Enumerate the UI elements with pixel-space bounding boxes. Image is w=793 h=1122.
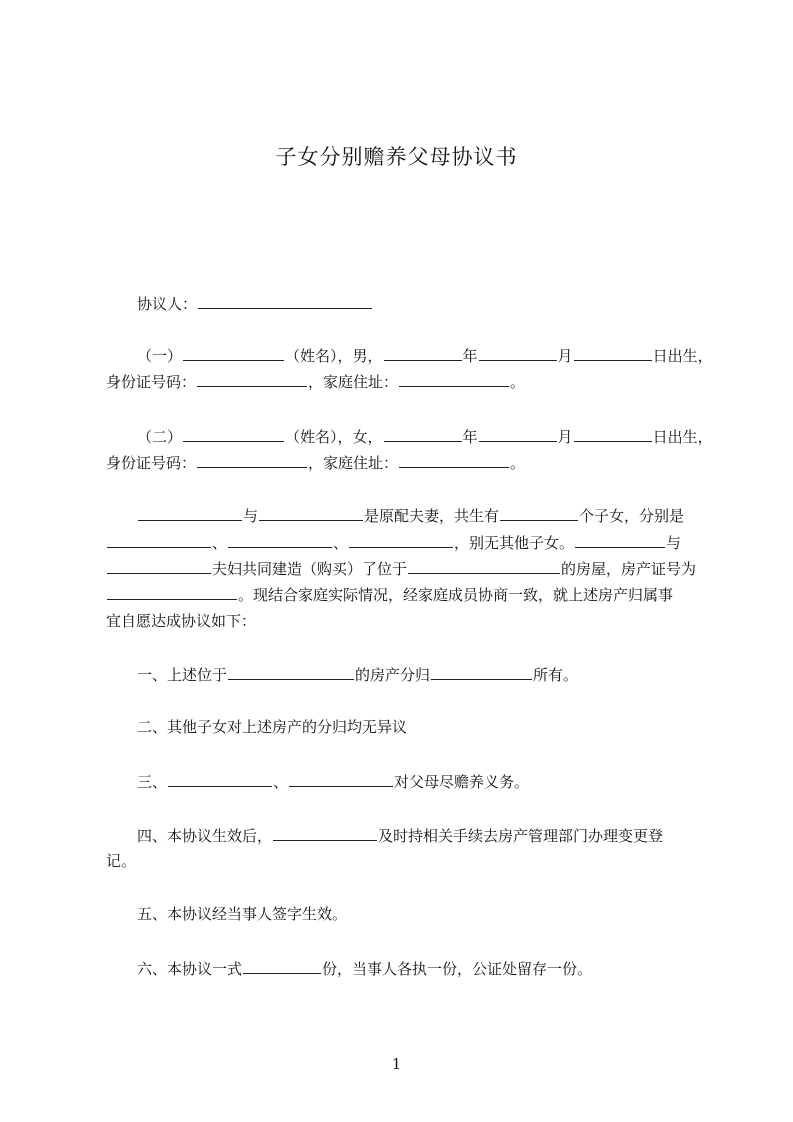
party2-birth-label: 日出生， (652, 428, 713, 446)
document-title: 子女分别赡养父母协议书 (275, 145, 518, 169)
clause-4-a: 四、本协议生效后， (137, 827, 273, 845)
party2-day-blank[interactable] (574, 426, 652, 442)
clause-3-a: 三、 (137, 773, 168, 791)
clause-2 (137, 717, 407, 737)
background-line1 (137, 505, 684, 526)
clause-6-copies-blank[interactable] (243, 958, 321, 974)
no-other-children-text: ，别无其他子女。 (454, 534, 575, 552)
party1-line2 (106, 371, 525, 392)
party2-name-blank[interactable] (183, 426, 284, 442)
clause-4-line2 (106, 851, 136, 871)
party2-id-blank[interactable] (197, 452, 307, 468)
background-line4 (106, 584, 673, 605)
party1-name-note: （姓名），男， (285, 347, 383, 365)
build-text: 夫妇共同建造（购买）了位于 (212, 560, 408, 578)
party1-year-label: 年 (462, 347, 478, 365)
husband-name-blank[interactable] (138, 505, 242, 521)
party2-name-note: （姓名），女， (285, 428, 383, 446)
reach-agreement-text: 宜自愿达成协议如下： (106, 612, 257, 630)
clause-4-b: 及时持相关手续去房产管理部门办理变更登 (378, 827, 664, 845)
party2-month-label: 月 (557, 428, 573, 446)
and-text-2: 与 (666, 534, 682, 552)
party2-line1 (137, 426, 713, 447)
house-text: 的房屋，房产证号为 (561, 560, 697, 578)
party1-month-blank[interactable] (479, 345, 557, 361)
party2-year-label: 年 (462, 428, 478, 446)
clause-6 (137, 958, 592, 979)
background-line2 (106, 532, 681, 553)
party1-month-label: 月 (557, 347, 573, 365)
clause-5-text: 五、本协议经当事人签字生效。 (137, 905, 348, 923)
party1-id-label: 身份证号码： (106, 373, 197, 391)
party1-birth-label: 日出生， (652, 347, 713, 365)
child-sep-2: 、 (333, 534, 349, 552)
party2-line2 (106, 452, 525, 473)
clause-3-sep: 、 (273, 773, 289, 791)
clause-6-b: 份，当事人各执一份，公证处留存一份。 (322, 960, 593, 978)
party2-address-blank[interactable] (399, 452, 509, 468)
clause-1-owner-blank[interactable] (431, 664, 532, 680)
party2-prefix: （二） (137, 428, 183, 446)
party1-name-blank[interactable] (183, 345, 284, 361)
owner2-name-blank[interactable] (107, 558, 211, 574)
party2-end: 。 (510, 454, 526, 472)
party1-year-blank[interactable] (384, 345, 462, 361)
clause-1-location-blank[interactable] (228, 664, 354, 680)
clause-1-a: 一、上述位于 (137, 666, 228, 684)
clause-3-child1-blank[interactable] (168, 771, 272, 787)
wife-name-blank[interactable] (259, 505, 363, 521)
background-line3 (106, 558, 696, 579)
clause-6-a: 六、本协议一式 (137, 960, 243, 978)
status-text: 。现结合家庭实际情况，经家庭成员协商一致，就上述房产归属事 (238, 586, 674, 604)
clause-1-b: 的房产分归 (355, 666, 431, 684)
clause-2-text: 二、其他子女对上述房产的分归均无异议 (137, 718, 408, 736)
party1-line1 (137, 345, 713, 366)
party2-address-label: ，家庭住址： (308, 454, 399, 472)
parties-blank[interactable] (198, 293, 372, 309)
page-number: 1 (391, 1055, 402, 1073)
party1-day-blank[interactable] (574, 345, 652, 361)
party2-id-label: 身份证号码： (106, 454, 197, 472)
party2-month-blank[interactable] (479, 426, 557, 442)
child-sep-1: 、 (212, 534, 228, 552)
owner1-name-blank[interactable] (575, 532, 665, 548)
parties-label: 协议人： (137, 295, 198, 313)
party1-id-blank[interactable] (197, 371, 307, 387)
party1-address-blank[interactable] (399, 371, 509, 387)
children-count-blank[interactable] (500, 505, 578, 521)
child3-name-blank[interactable] (349, 532, 453, 548)
parties-line (137, 293, 373, 314)
clause-3 (137, 771, 529, 792)
spouse-text: 是原配夫妻，共生有 (364, 507, 500, 525)
clause-4-c: 记。 (106, 852, 137, 870)
clause-4-line1 (137, 825, 663, 846)
child2-name-blank[interactable] (228, 532, 332, 548)
background-line5 (106, 611, 256, 631)
party1-prefix: （一） (137, 347, 183, 365)
house-location-blank[interactable] (408, 558, 560, 574)
child1-name-blank[interactable] (107, 532, 211, 548)
clause-3-child2-blank[interactable] (289, 771, 393, 787)
party1-address-label: ，家庭住址： (308, 373, 399, 391)
clause-4-person-blank[interactable] (273, 825, 377, 841)
clause-5 (137, 904, 347, 924)
clause-3-b: 对父母尽赡养义务。 (394, 773, 530, 791)
party2-year-blank[interactable] (384, 426, 462, 442)
children-text: 个子女，分别是 (579, 507, 685, 525)
clause-1 (137, 664, 578, 685)
and-text: 与 (243, 507, 259, 525)
party1-end: 。 (510, 373, 526, 391)
clause-1-c: 所有。 (533, 666, 579, 684)
certificate-number-blank[interactable] (107, 584, 237, 600)
